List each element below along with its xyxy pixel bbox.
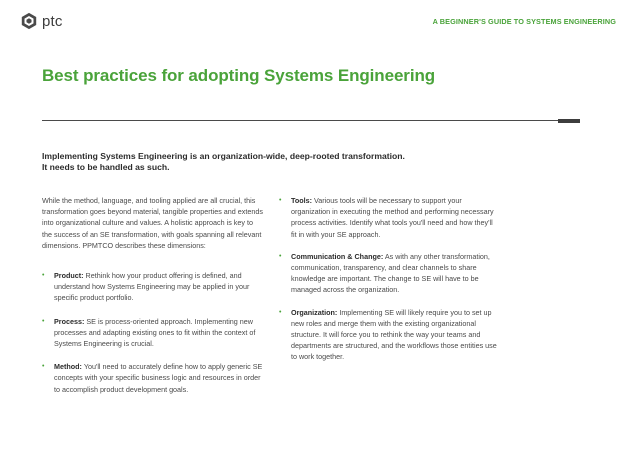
logo-wordmark: ptc bbox=[42, 12, 63, 30]
left-bullet-list bbox=[42, 270, 264, 395]
bullet-title: Tools: bbox=[291, 196, 313, 205]
bullet-marker: • bbox=[42, 317, 45, 325]
right-bullet-list bbox=[279, 195, 497, 363]
subtitle-line-1: Implementing Systems Engineering is an organization-wide, deep-rooted transformation. bbox=[42, 151, 405, 161]
bullet-title: Product: bbox=[54, 271, 84, 281]
bullet-tools bbox=[279, 195, 497, 240]
bullet-title: Method: bbox=[54, 362, 82, 372]
bullet-marker: • bbox=[42, 272, 45, 280]
section-divider bbox=[42, 120, 558, 121]
bullet-organization bbox=[279, 307, 497, 363]
subtitle-line-2: It needs to be handled as such. bbox=[42, 162, 170, 173]
bullet-text: SE is process-oriented approach. Implementing new processes and adapting existing ones to fit within the context of Systems Engineering is crucial. bbox=[54, 316, 256, 349]
guide-label: A BEGINNER'S GUIDE TO SYSTEMS ENGINEERING bbox=[432, 17, 616, 26]
bullet-title: Process: bbox=[54, 316, 85, 326]
bullet-text: As with any other transformation, communication, transparency, and clear channels to share knowledge are important. The change to SE will have to be managed across the organization. bbox=[291, 251, 490, 295]
bullet-text: Implementing SE will likely require you to set up new roles and merge them with the existing organizational structure. It will force you to rethink the way your teams and departments are structured, and the workflows those entities use to work together. bbox=[291, 307, 497, 362]
bullet-marker: • bbox=[279, 252, 282, 260]
bullet-title: Communication & Change: bbox=[291, 251, 384, 261]
page-subtitle bbox=[42, 151, 462, 174]
bullet-process bbox=[42, 316, 264, 350]
right-column bbox=[279, 195, 497, 374]
bullet-title: Organization: bbox=[291, 307, 338, 317]
ptc-logo-icon bbox=[20, 12, 38, 30]
bullet-product bbox=[42, 270, 264, 304]
left-column bbox=[42, 195, 264, 407]
intro-paragraph: While the method, language, and tooling applied are all crucial, this transformation goes beyond material, tangible properties and extends into organizational culture and values. A holistic approach is key to the success of an SE transformation, with goals spanning all relevant dimensions. PPMTCO describes these dimensions: bbox=[42, 196, 263, 250]
bullet-marker: • bbox=[279, 308, 282, 316]
bullet-text: You'll need to accurately define how to apply generic SE concepts with your specific business logic and resources in order to accomplish product development goals. bbox=[54, 362, 263, 394]
bullet-communication-change bbox=[279, 251, 497, 296]
bullet-method bbox=[42, 361, 264, 395]
bullet-marker: • bbox=[279, 197, 282, 204]
ptc-logo[interactable] bbox=[20, 12, 63, 30]
bullet-marker: • bbox=[42, 363, 45, 371]
bullet-text: Rethink how your product offering is defined, and understand how Systems Engineering may be applied in your specific product portfolio. bbox=[54, 271, 250, 303]
bullet-text: Various tools will be necessary to support your organization in executing the method and performing necessary process activities. Identify what tools you'll need and how they'll fit in with your SE approach. bbox=[291, 196, 494, 239]
page-title: Best practices for adopting Systems Engineering bbox=[42, 66, 436, 85]
divider-accent bbox=[558, 119, 580, 123]
page-header bbox=[20, 12, 616, 34]
